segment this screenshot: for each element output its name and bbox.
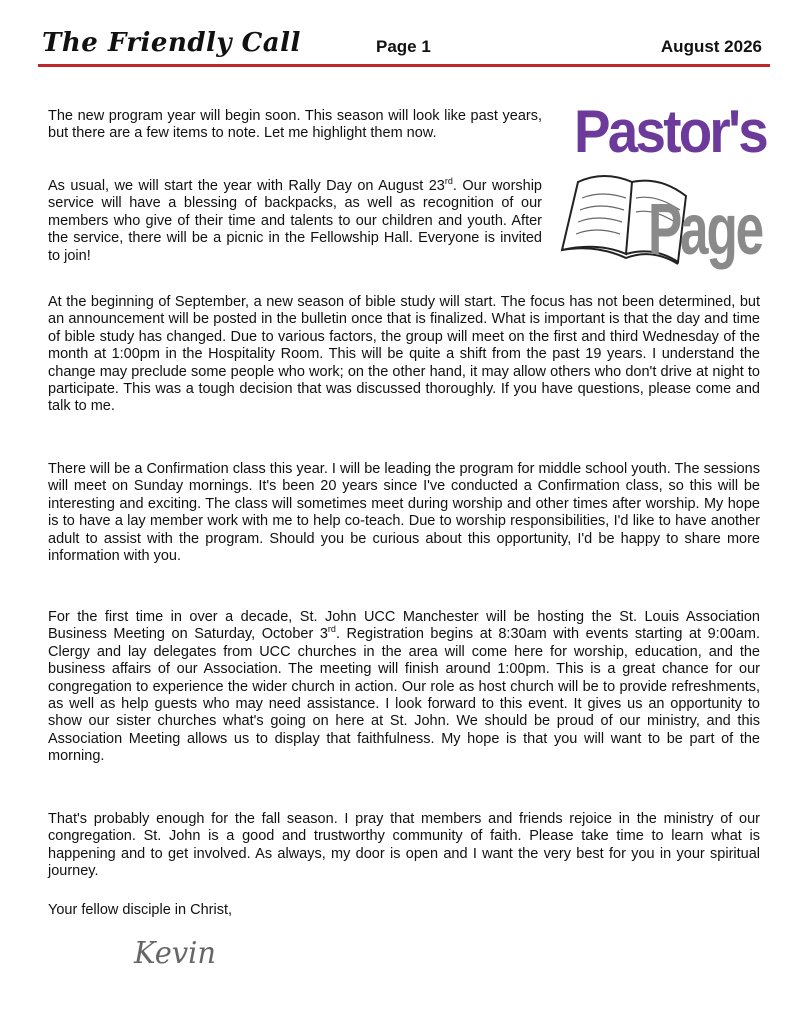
closing-salutation: Your fellow disciple in Christ, (48, 902, 233, 918)
signature-image (132, 925, 222, 975)
paragraph-association-meeting (48, 609, 760, 766)
ordinal-suffix: rd (444, 176, 453, 186)
association-text-cont: . Registration begins at 8:30am with events starting at 9:00am. Clergy and lay delegates from UCC churches in the area will come here for worship, education, and the business affairs of our Association. The meeting will finish around 1:00pm. This is a great chance for our congregation to experience the wider church in action. Our role as host church will be to provide refreshments, as well as help guests who may need assistance. I look forward to this event. It gives us an opportunity to show our sister churches what's going on here at St. John. We should be proud of our ministry, and this Association Meeting allows us to display that faithfulness. My hope is that you will want to be part of the morning. (48, 626, 760, 765)
logo-line-page: Page (648, 190, 763, 270)
page-number: Page 1 (376, 37, 431, 56)
issue-date: August 2026 (660, 37, 762, 56)
signature-text: Kevin (133, 936, 216, 971)
masthead-title: The Friendly Call (42, 28, 301, 58)
paragraph-confirmation: There will be a Confirmation class this year. I will be leading the program for middle school youth. The sessions will meet on Sunday mornings. It's been 20 years since I've conducted a Confirmation class, so this will be interesting and exciting. The class will sometimes meet during worship and other times after worship. My hope is to have a lay member work with me to help co-teach. Due to worship responsibilities, I'd like to have another adult to assist with the program. Should you be curious about this opportunity, I'd be happy to share more information with you. (48, 461, 760, 565)
association-text: For the first time in over a decade, St. John UCC Manchester will be hosting the St. Louis Association Business Meeting on Saturday, October 3 (48, 609, 760, 643)
ordinal-suffix: rd (327, 624, 336, 635)
paragraph-rally-day (48, 178, 542, 265)
pastors-page-logo (556, 86, 767, 270)
paragraph-closing-thoughts: That's probably enough for the fall season. I pray that members and friends rejoice in the ministry of our congregation. St. John is a good and trustworthy community of faith. Please take time to learn what is happening and to get involved. As always, my door is open and I want the very best for you in your spiritual journey. (48, 811, 760, 880)
rally-day-text-cont: . Our worship service will have a blessing of backpacks, as well as recognition of our members who give of their time and talents to our children and youth. After the service, there will be a picnic in the Fellowship Hall. Everyone is invited to join! (48, 178, 542, 264)
header-divider (38, 64, 770, 67)
paragraph-bible-study: At the beginning of September, a new season of bible study will start. The focus has not been determined, but an announcement will be posted in the bulletin once that is finalized. What is important is that the day and time of bible study has changed. Due to various factors, the group will meet on the first and third Wednesday of the month at 1:00pm in the Hospitality Room. This will be quite a shift from the past 19 years. I understand the change may preclude some people who work; on the other hand, it may allow others who don't drive at night to participate. This was a tough decision that was discussed thoroughly. If you have questions, please come and talk to me. (48, 294, 760, 415)
newsletter-header (40, 28, 770, 64)
paragraph-intro: The new program year will begin soon. This season will look like past years, but there are a few items to note. Let me highlight them now. (48, 108, 542, 142)
logo-line-pastors: Pastor's (574, 98, 767, 165)
rally-day-text: As usual, we will start the year with Rally Day on August 23 (48, 178, 445, 194)
